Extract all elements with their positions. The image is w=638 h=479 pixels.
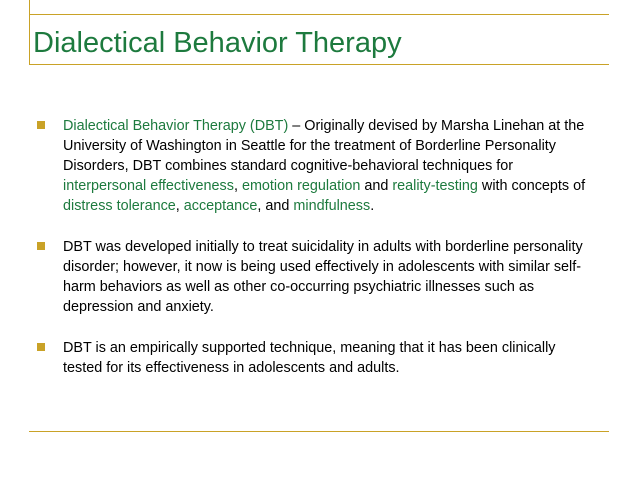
frame-top-line: [29, 14, 609, 15]
text-segment: acceptance: [183, 198, 258, 214]
square-bullet-icon: [37, 121, 45, 129]
frame-bottom-line: [29, 431, 609, 432]
text-segment: .: [370, 198, 375, 214]
text-segment: interpersonal effectiveness: [63, 178, 234, 194]
bullet-text: DBT was developed initially to treat suicidality in adults with borderline personality disorder; however, it now is being used effectively in adolescents with similar self-harm behaviors as well as other co-occurring psychiatric illnesses such as depression and anxiety.: [63, 239, 583, 315]
bullet-item-dbt-definition: [37, 116, 592, 216]
bullet-item-dbt-development: [37, 237, 592, 317]
text-segment: Dialectical Behavior Therapy (DBT): [63, 118, 289, 134]
square-bullet-icon: [37, 343, 45, 351]
text-segment: mindfulness: [293, 198, 371, 214]
bullet-item-dbt-evidence: [37, 338, 592, 378]
title-divider-line: [29, 64, 609, 65]
text-segment: emotion regulation: [241, 178, 361, 194]
square-bullet-icon: [37, 242, 45, 250]
text-segment: – Originally devised by Marsha Linehan at the University of Washington in Seattle for the treatment of Borderline Personality Disorders, DBT combines standard cognitive-behavioral techniques for: [63, 118, 585, 174]
bullet-list: [37, 116, 592, 399]
text-segment: distress tolerance: [63, 198, 176, 214]
text-segment: and: [360, 178, 393, 194]
text-segment: ,: [233, 178, 242, 194]
text-segment: reality-testing: [392, 178, 478, 194]
bullet-text: [63, 118, 585, 214]
slide-title: Dialectical Behavior Therapy: [33, 27, 402, 59]
text-segment: , and: [257, 198, 294, 214]
text-segment: ,: [175, 198, 184, 214]
frame-vertical-line: [29, 0, 30, 64]
bullet-text: DBT is an empirically supported technique, meaning that it has been clinically tested for its effectiveness in adolescents and adults.: [63, 340, 556, 376]
text-segment: with concepts of: [477, 178, 586, 194]
